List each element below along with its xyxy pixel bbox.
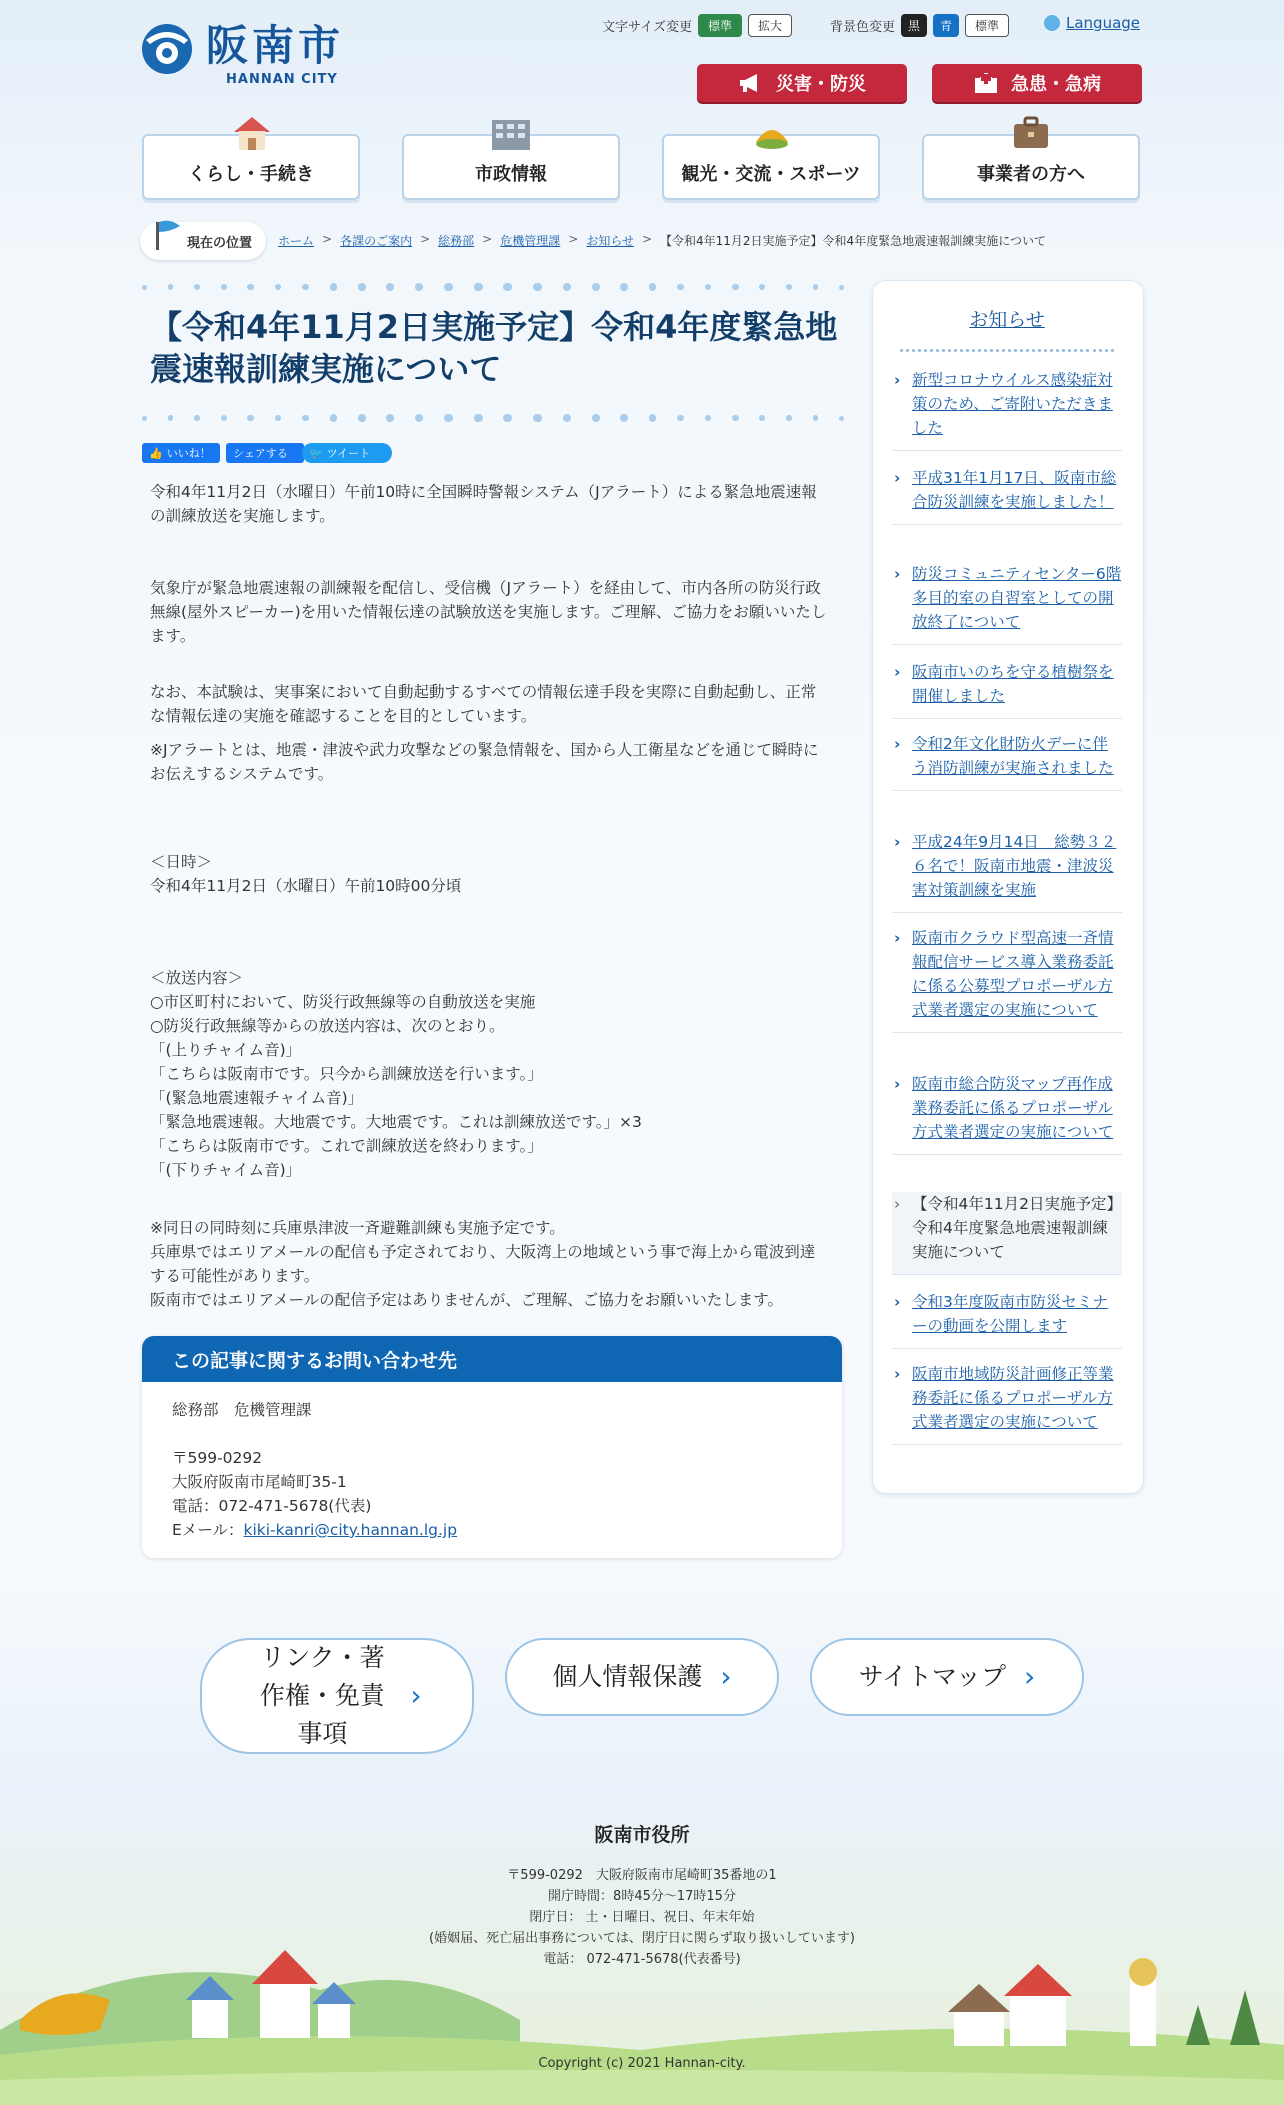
dot	[924, 349, 927, 352]
dot	[1002, 349, 1005, 352]
breadcrumb	[278, 232, 1046, 249]
dot	[936, 349, 939, 352]
dot	[1105, 349, 1108, 352]
flag-icon	[150, 218, 184, 252]
share-label: シェアする	[233, 447, 288, 460]
breadcrumb-separator: >	[322, 232, 333, 246]
dot	[168, 415, 173, 420]
dinosaur-icon	[750, 114, 794, 152]
breadcrumb-current: 【令和4年11月2日実施予定】令和4年度緊急地震速報訓練実施について	[660, 234, 1046, 248]
dot	[194, 415, 200, 421]
dot	[906, 349, 909, 352]
dot	[732, 284, 738, 290]
article-paragraph: ※Jアラートとは、地震・津波や武力攻撃などの緊急情報を、国から人工衛星などを通じて瞬時にお伝えするシステムです。	[150, 741, 819, 783]
bg-standard-button[interactable]: 標準	[965, 14, 1009, 37]
globe-icon	[1044, 15, 1060, 31]
sidebar-item[interactable]	[892, 1290, 1122, 1349]
like-button[interactable]	[142, 443, 220, 463]
sidebar-item[interactable]	[892, 926, 1122, 1033]
article-paragraph: なお、本試験は、実事案において自動起動するすべての情報伝達手段を実際に自動起動し、正常な情報伝達の実施を確認することを目的としています。	[150, 683, 817, 725]
dot	[386, 414, 394, 422]
dot	[592, 283, 600, 291]
inquiry-postal: 〒599-0292	[172, 1449, 263, 1467]
footer-link-copyright-label: リンク・著作権・免責事項	[259, 1643, 385, 1748]
dot	[972, 349, 975, 352]
breadcrumb-item-home[interactable]: ホーム	[278, 234, 315, 248]
article-paragraph: 気象庁が緊急地震速報の訓練報を配信し、受信機（Jアラート）を経由して、市内各所の防災行政無線(屋外スピーカー)を用いた情報伝達の試験放送を実施します。ご理解、ご協力をお願いいたします。	[150, 579, 827, 645]
font-size-large-button[interactable]: 拡大	[748, 14, 792, 37]
footer-address: 〒599-0292 大阪府阪南市尾崎町35番地の1	[507, 1868, 777, 1883]
font-size-standard-button[interactable]: 標準	[698, 14, 742, 37]
dot	[302, 284, 309, 291]
dot	[221, 415, 227, 421]
breadcrumb-separator: >	[568, 232, 579, 246]
dot	[1014, 349, 1017, 352]
dot	[1086, 349, 1089, 352]
sidebar-title[interactable]: お知らせ	[969, 309, 1045, 331]
sidebar-item[interactable]	[892, 368, 1122, 451]
dot	[1020, 349, 1023, 352]
dot	[1050, 349, 1053, 352]
footer-closed: 閉庁日： 土・日曜日、祝日、年末年始	[529, 1910, 755, 1925]
disaster-button-label: 災害・防災	[776, 74, 866, 95]
footer-phone: 電話： 072-471-5678(代表番号)	[543, 1952, 741, 1967]
breadcrumb-separator: >	[420, 232, 431, 246]
dot	[705, 284, 712, 291]
dot	[942, 349, 945, 352]
sidebar-item-label[interactable]: › 新型コロナウイルス感染症対策のため、ご寄附いただきました	[892, 368, 1122, 440]
sidebar-item-label[interactable]: › 平成31年1月17日、阪南市総合防災訓練を実施しました！	[892, 466, 1122, 514]
dot	[839, 285, 844, 290]
dot	[759, 415, 765, 421]
article-paragraph: ＜日時＞ 令和4年11月2日（水曜日）午前10時00分頃	[150, 853, 462, 895]
dot	[1044, 349, 1047, 352]
dot	[444, 283, 453, 292]
dot	[1056, 349, 1059, 352]
dot	[912, 349, 915, 352]
dot	[984, 349, 987, 352]
dot	[677, 284, 684, 291]
dot	[533, 414, 542, 423]
dot	[732, 415, 738, 421]
inquiry-phone: 電話：072-471-5678(代表)	[172, 1497, 372, 1515]
breadcrumb-item-departments[interactable]: 各課のご案内	[340, 234, 413, 248]
dot	[247, 415, 253, 421]
sidebar-item-label[interactable]: › 防災コミュニティセンター6階多目的室の自習室としての開放終了について	[892, 562, 1122, 634]
dot	[1111, 349, 1114, 352]
dot	[358, 414, 366, 422]
sidebar-item[interactable]	[892, 660, 1122, 719]
sidebar-item-label[interactable]: › 令和2年文化財防火デーに伴う消防訓練が実施されました	[892, 732, 1122, 780]
dot	[330, 414, 337, 421]
dot	[302, 415, 309, 422]
chevron-right-icon: ›	[1024, 1660, 1036, 1693]
breadcrumb-badge-label: 現在の位置	[186, 235, 252, 251]
sidebar-dots	[900, 345, 1114, 355]
dot	[444, 414, 453, 423]
breadcrumb-item-notices[interactable]: お知らせ	[586, 234, 634, 248]
dot	[168, 284, 173, 289]
footer-link-sitemap-label: サイトマップ	[858, 1662, 1007, 1691]
bg-color-label: 背景色変更	[830, 20, 896, 35]
dot	[649, 414, 656, 421]
dot	[221, 284, 227, 290]
dot	[954, 349, 957, 352]
inquiry-address: 大阪府阪南市尾崎町35-1	[172, 1473, 347, 1491]
dot	[194, 284, 200, 290]
inquiry-email-link[interactable]: kiki-kanri@city.hannan.lg.jp	[243, 1521, 458, 1539]
breadcrumb-separator: >	[641, 232, 653, 246]
nav-living-label: くらし・手続き	[188, 164, 314, 185]
building-icon	[489, 114, 533, 152]
emergency-button[interactable]	[932, 64, 1142, 102]
dot	[563, 283, 571, 291]
dot	[275, 415, 282, 422]
chevron-right-icon: ›	[720, 1660, 732, 1693]
dot	[474, 283, 483, 292]
twitter-bird-icon: 🐦	[309, 446, 323, 460]
dot	[918, 349, 921, 352]
footer-hours: 開庁時間：8時45分～17時15分	[548, 1889, 736, 1904]
tweet-button[interactable]	[302, 443, 392, 463]
dot	[503, 283, 512, 292]
dot	[1032, 349, 1035, 352]
dot	[563, 414, 571, 422]
dot	[1074, 349, 1077, 352]
emergency-button-label: 急患・急病	[1011, 74, 1101, 95]
dot	[592, 414, 600, 422]
hospital-icon	[973, 72, 999, 94]
sidebar-item-label[interactable]: › 阪南市地域防災計画修正等業務委託に係るプロポーザル方式業者選定の実施について	[892, 1362, 1122, 1434]
page-title: 【令和4年11月2日実施予定】令和4年度緊急地震速報訓練実施について	[150, 308, 838, 388]
dot	[930, 349, 933, 352]
dot	[503, 414, 512, 423]
copyright: Copyright (c) 2021 Hannan-city.	[538, 2056, 746, 2071]
font-size-label: 文字サイズ変更	[602, 20, 692, 35]
dot	[330, 283, 337, 290]
bg-color-controls	[830, 14, 1009, 37]
article-paragraph: ※同日の同時刻に兵庫県津波一斉避難訓練も実施予定です。 兵庫県ではエリアメールの配信も予定されており、大阪湾上の地域という事で海上から電波到達する可能性があります。 阪南市ではエリアメールの配信予定はありませんが、ご理解、ご協力をお願いいたします。	[150, 1219, 816, 1309]
dot	[142, 285, 147, 290]
breadcrumb-item-general-affairs[interactable]: 総務部	[438, 234, 475, 248]
footer-info	[0, 1820, 1284, 1970]
sidebar-item-label[interactable]: › 平成24年9月14日 総勢３２６名で！阪南市地震・津波災害対策訓練を実施	[892, 830, 1122, 902]
dot	[978, 349, 981, 352]
sidebar-item-label[interactable]: › 阪南市いのちを守る植樹祭を開催しました	[892, 660, 1122, 708]
house-icon	[230, 114, 274, 152]
dot	[620, 414, 628, 422]
dot	[1099, 349, 1102, 352]
site-logo-text[interactable]: 阪南市	[206, 21, 345, 70]
tweet-label: ツイート	[326, 447, 371, 460]
dot	[960, 349, 963, 352]
breadcrumb-separator: >	[482, 232, 493, 246]
dot	[948, 349, 951, 352]
dot	[415, 283, 423, 291]
like-label: いいね！	[166, 447, 211, 460]
language-link[interactable]	[1044, 14, 1140, 32]
bg-blue-button[interactable]: 青	[933, 14, 959, 37]
footer-link-privacy[interactable]	[505, 1638, 779, 1716]
bg-black-button[interactable]: 黒	[901, 14, 927, 37]
inquiry-heading: この記事に関するお問い合わせ先	[142, 1336, 842, 1382]
sidebar-item-label[interactable]: › 阪南市総合防災マップ再作成業務委託に係るプロポーザル方式業者選定の実施について	[892, 1072, 1122, 1144]
dot	[677, 415, 684, 422]
dot	[813, 284, 818, 289]
site-logo-sub: HANNAN CITY	[226, 72, 338, 87]
dot	[813, 415, 818, 420]
sidebar-item[interactable]	[892, 1072, 1122, 1155]
dot	[620, 283, 628, 291]
dot	[996, 349, 999, 352]
sidebar-item[interactable]	[892, 830, 1122, 913]
sidebar-item-label[interactable]: › 阪南市クラウド型高速一斉情報配信サービス導入業務委託に係る公募型プロポーザル方式業者選定の実施について	[892, 926, 1122, 1022]
dot	[990, 349, 993, 352]
sidebar-item-label[interactable]: › 令和3年度阪南市防災セミナーの動画を公開します	[892, 1290, 1122, 1338]
sidebar-item[interactable]	[892, 466, 1122, 525]
article-paragraph: 令和4年11月2日（水曜日）午前10時に全国瞬時警報システム（Jアラート）による緊急地震速報の訓練放送を実施します。	[150, 483, 817, 525]
disaster-button[interactable]	[697, 64, 907, 102]
dot	[705, 415, 712, 422]
dot	[1026, 349, 1029, 352]
footer-link-copyright[interactable]	[200, 1638, 474, 1754]
sidebar-item-label: › 【令和4年11月2日実施予定】令和4年度緊急地震速報訓練実施について	[892, 1192, 1122, 1264]
footer-link-sitemap[interactable]	[810, 1638, 1084, 1716]
sidebar-item[interactable]	[892, 562, 1122, 645]
dot	[142, 416, 147, 421]
chevron-right-icon: ›	[410, 1679, 422, 1712]
dot	[247, 284, 253, 290]
dot	[386, 283, 394, 291]
title-dots-top	[142, 282, 844, 292]
thumbs-up-icon: 👍	[149, 446, 163, 460]
nav-tourism-label: 観光・交流・スポーツ	[681, 164, 861, 185]
inquiry-email-label: Eメール：	[172, 1521, 244, 1539]
dot	[275, 284, 282, 291]
footer-org: 阪南市役所	[594, 1824, 690, 1846]
sidebar-item	[892, 1192, 1122, 1275]
dot	[839, 416, 844, 421]
megaphone-icon	[738, 73, 764, 93]
article-body	[150, 480, 830, 1312]
briefcase-icon	[1009, 114, 1053, 152]
footer-note: (婚姻届、死亡届出事務については、閉庁日に関らず取り扱いしています)	[429, 1931, 855, 1946]
dot	[1068, 349, 1071, 352]
sidebar-item[interactable]	[892, 732, 1122, 791]
dot	[474, 414, 483, 423]
dot	[1080, 349, 1083, 352]
dot	[415, 414, 423, 422]
sidebar-item[interactable]	[892, 1362, 1122, 1445]
dot	[1038, 349, 1041, 352]
dot	[900, 349, 903, 352]
inquiry-box	[142, 1336, 842, 1558]
article-paragraph: ＜放送内容＞ ○市区町村において、防災行政無線等の自動放送を実施 ○防災行政無線等からの放送内容は、次のとおり。 「(上りチャイム音)」 「こちらは阪南市です。只今から訓練放送を行います。」 「(緊急地震速報チャイム音)」 「緊急地震速報。大地震です。大地震です。これは訓練放送です。」×3 「こちらは阪南市です。これで訓練放送を終わります。」 「(下りチャイム音)」	[150, 969, 642, 1179]
dot	[533, 283, 542, 292]
breadcrumb-item-crisis-management[interactable]: 危機管理課	[500, 234, 561, 248]
dot	[759, 284, 765, 290]
dot	[1093, 349, 1096, 352]
language-label: Language	[1066, 14, 1141, 32]
inquiry-email-row	[172, 1518, 812, 1542]
footer-link-privacy-label: 個人情報保護	[552, 1662, 703, 1691]
dot	[966, 349, 969, 352]
title-dots-bottom	[142, 413, 844, 423]
dot	[786, 284, 792, 290]
font-size-controls	[602, 14, 792, 37]
dot	[1062, 349, 1065, 352]
dot	[649, 283, 656, 290]
inquiry-department: 総務部 危機管理課	[172, 1401, 312, 1419]
dot	[786, 415, 792, 421]
city-logo-icon[interactable]	[140, 22, 194, 76]
nav-business-label: 事業者の方へ	[977, 164, 1085, 185]
dot	[1008, 349, 1011, 352]
nav-city-info-label: 市政情報	[475, 164, 547, 185]
dot	[358, 283, 366, 291]
share-button[interactable]	[226, 443, 304, 463]
